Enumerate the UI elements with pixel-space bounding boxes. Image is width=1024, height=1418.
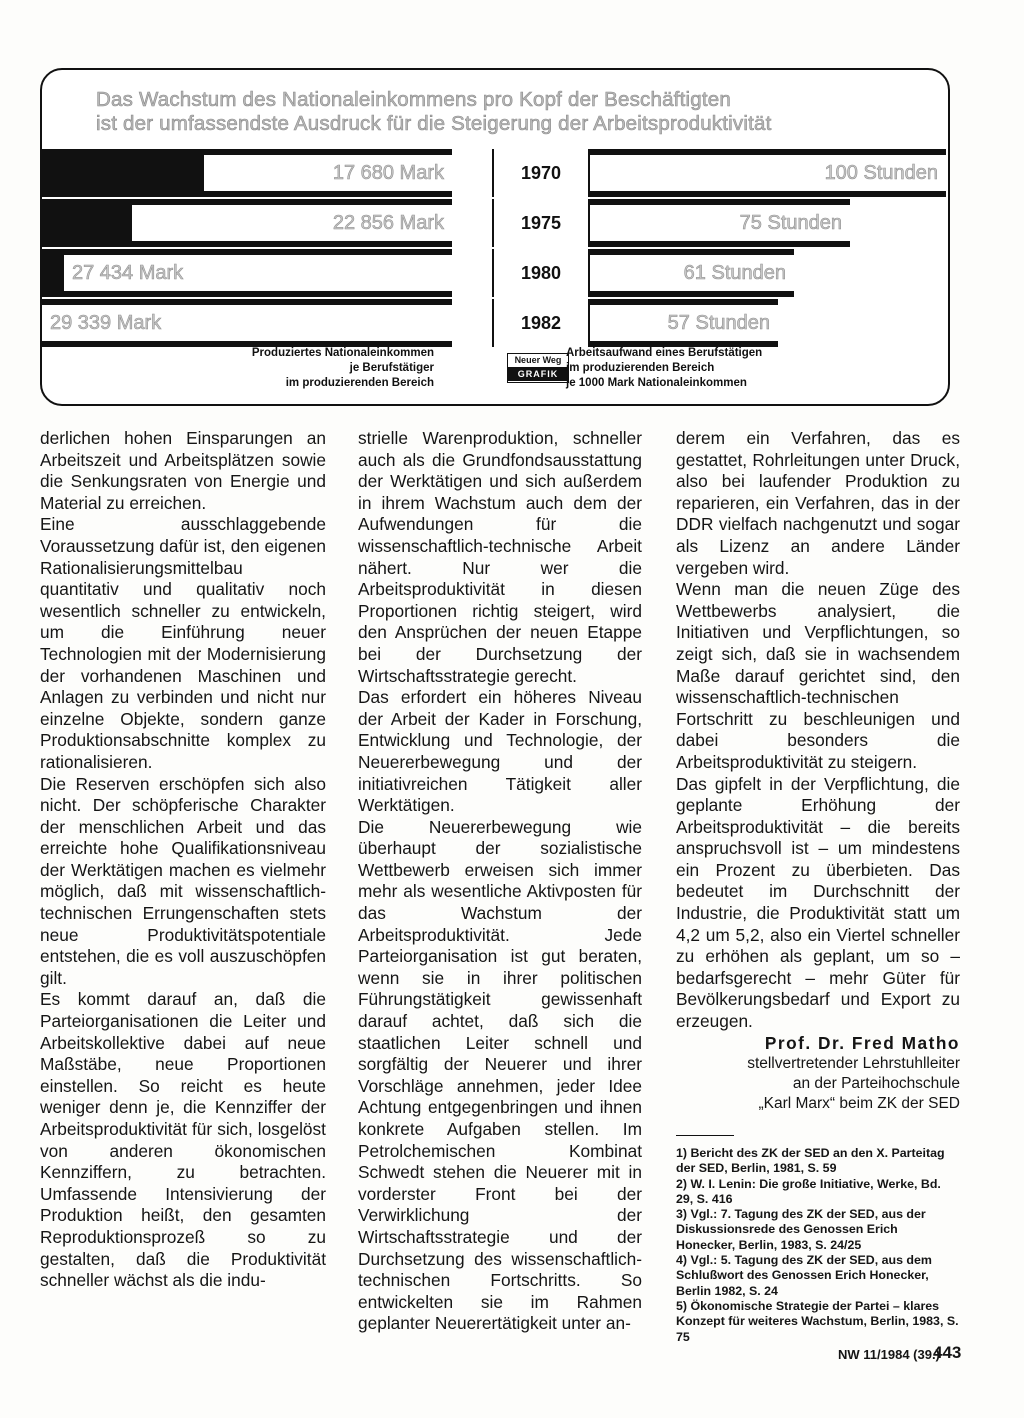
author-role: stellvertretender Lehrstuhlleiter — [747, 1055, 960, 1073]
paragraph: Eine ausschlaggebende Voraussetzung dafür ist, den eigenen Rationalisierungsmittelbau quantitativ und qualitativ noch wesentlich schneller zu entwickeln, um die Einführung neuer Technologien mit der Modernisierung der vorhandenen Maschinen und Anlagen zu verbinden und nicht nur einzelne Objekte, sondern ganze Produktionsabschnitte komplex zu rationalisieren. — [40, 514, 326, 772]
income-bar-1982 — [42, 299, 452, 347]
income-value: 27 434 Mark — [64, 255, 452, 291]
income-bar-1970 — [42, 149, 452, 197]
footnote: 5) Ökonomische Strategie der Partei – klares Konzept für weiteres Wachstum, Berlin, 1983, S. 75 — [676, 1298, 959, 1344]
infographic — [40, 68, 950, 406]
paragraph: Es kommt darauf an, daß die Parteiorganisationen die Leiter und Arbeitskollektive dabei auf neue Maßstäbe, neue Proportionen einstellen. So reicht es heute weniger denn je, die Kennziffer der Arbeitsproduktivität für sich, losgelöst von anderen ökonomischen Kennziffern, zu betrachten. Umfassende Intensivierung der Produktion heißt, den gesamten Reproduktionsprozeß so zu gestalten, daß die Produktivität schneller wächst als die indu- — [40, 989, 326, 1291]
hours-value: 100 Stunden — [550, 155, 946, 191]
footnote: 4) Vgl.: 5. Tagung des ZK der SED, aus dem Schlußwort des Genossen Erich Honecker, Berlin 1982, S. 24 — [676, 1253, 932, 1298]
footnotes — [676, 1146, 960, 1345]
neuer-weg-grafik-logo: Neuer Weg GRAFIK — [507, 353, 569, 383]
paragraph: derlichen hohen Einsparungen an Arbeitszeit und Arbeitsplätzen sowie die Senkungsraten von Energie und Material zu erreichen. — [40, 428, 326, 513]
paragraph: strielle Warenproduktion, schneller auch als die Grundfondsausstattung der Werktätigen und sich außerdem in ihrem Wachstum auch dem der Aufwendungen für die wissenschaftlich-technische Arbeit nähert. Nur wer die Arbeitsproduktivität in diesen Proportionen richtig steigert, wird den Ansprüchen der neuen Etappe bei der Durchsetzung der Wirtschaftsstrategie gerecht. — [358, 428, 642, 686]
text-column-1 — [40, 428, 326, 1292]
footnote: 1) Bericht des ZK der SED an den X. Parteitag der SED, Berlin, 1981, S. 59 — [676, 1146, 945, 1176]
income-bar-1975 — [42, 199, 452, 247]
text-column-2 — [358, 428, 642, 1335]
footnote-divider — [676, 1135, 734, 1136]
page-number: 443 — [933, 1343, 962, 1362]
year-label: 1970 — [492, 149, 590, 197]
income-value: 22 856 Mark — [132, 205, 452, 241]
year-label: 1980 — [492, 249, 590, 297]
paragraph: Die Neuererbewegung wie überhaupt der sozialistische Wettbewerb erweisen sich immer mehr als wesentliche Aktivposten für das Wachstum der Arbeitsproduktivität. Jede Parteiorganisation ist gut beraten, wenn sie in ihrer politischen Führungstätigkeit gewissenhaft darauf achtet, daß sich die staatlichen Leiter schnell und sorgfältig der Neuerer und ihrer Vorschläge annehmen, jeder Idee Achtung entgegenbringen und ihnen konkrete Aufgaben stellen. Im Petrolchemischen Kombinat Schwedt stehen die Neuerer mit in vorderster Front bei der Verwirklichung der Wirtschaftsstrategie und der Durchsetzung des wissenschaftlich-technischen Fortschritts. So entwickelten sie im Rahmen geplanter Neuerertätigkeit unter an- — [358, 816, 642, 1334]
paragraph: derem ein Verfahren, das es gestattet, Rohrleitungen unter Druck, also bei laufender Produktion zu reparieren, ein Verfahren, das in der DDR vielfach nachgenutzt und sogar als Lizenz an andere Länder vergeben wird. — [676, 428, 960, 578]
text-column-3 — [676, 428, 960, 1114]
author-role: „Karl Marx“ beim ZK der SED — [758, 1095, 960, 1113]
year-label: 1982 — [492, 299, 590, 347]
income-value: 29 339 Mark — [42, 305, 452, 341]
hours-value: 61 Stunden — [550, 255, 794, 291]
issue-label: NW 11/1984 (39.) — [838, 1347, 940, 1362]
income-caption: Produziertes Nationaleinkommen je Berufstätiger im produzierenden Bereich — [251, 347, 434, 389]
paragraph: Die Reserven erschöpfen sich also nicht. Der schöpferische Charakter der menschlichen Arbeit und das erreichte hohe Qualifikationsniveau der Werktätigen machen es vielmehr möglich, daß mit wissenschaftlich-technischen Errungenschaften stets neue Produktivitätspotentiale entstehen, die es voll auszuschöpfen gilt. — [40, 773, 326, 988]
author-role: an der Parteihochschule — [792, 1075, 960, 1093]
footnote: 3) Vgl.: 7. Tagung des ZK der SED, aus der Diskussionsrede des Genossen Erich Honecker, Berlin, 1983, S. 24/25 — [676, 1207, 926, 1252]
author-name: Prof. Dr. Fred Matho — [764, 1032, 960, 1053]
paragraph: Das erfordert ein höheres Niveau der Arbeit der Kader in Forschung, Entwicklung und Technologie, der Neuererbewegung und der initiativreichen Tätigkeit aller Werktätigen. — [358, 687, 642, 816]
income-bar-1980 — [42, 249, 452, 297]
hours-caption: Arbeitsaufwand eines Berufstätigen im produzierenden Bereich je 1000 Mark Nationaleinkommen — [566, 347, 763, 389]
footnote: 2) W. I. Lenin: Die große Initiative, Werke, Bd. 29, S. 416 — [676, 1176, 941, 1206]
income-value: 17 680 Mark — [204, 155, 452, 191]
hours-value: 57 Stunden — [550, 305, 778, 341]
paragraph: Das gipfelt in der Verpflichtung, die geplante Erhöhung der Arbeitsproduktivität – die bereits anspruchsvoll ist – um mindestens ein Prozent zu überbieten. Das bedeutet im Durchschnitt der Industrie, die Produktivität statt um 4,2 um 5,2, also ein Viertel schneller zu erhöhen als geplant, um so – bedarfsgerecht – mehr Güter für Bevölkerungsbedarf und Export zu erzeugen. — [676, 773, 960, 1032]
hours-bar-1975 — [550, 199, 850, 247]
hours-value: 75 Stunden — [550, 205, 850, 241]
paragraph: Wenn man die neuen Züge des Wettbewerbs analysiert, die Initiativen und Verpflichtungen, so zeigt sich, daß sie in wachsendem Maße darauf gerichtet sind, den wissenschaftlich-technischen Fortschritt zu beschleunigen und dabei besonders die Arbeitsproduktivität zu steigern. — [676, 579, 960, 772]
hours-bar-1970 — [550, 149, 946, 197]
infographic-title: Das Wachstum des Nationaleinkommens pro Kopf der Beschäftigten ist der umfassendste Ausdruck für die Steigerung der Arbeitsproduktivität — [96, 88, 772, 135]
year-label: 1975 — [492, 199, 590, 247]
author-block — [676, 1033, 960, 1115]
